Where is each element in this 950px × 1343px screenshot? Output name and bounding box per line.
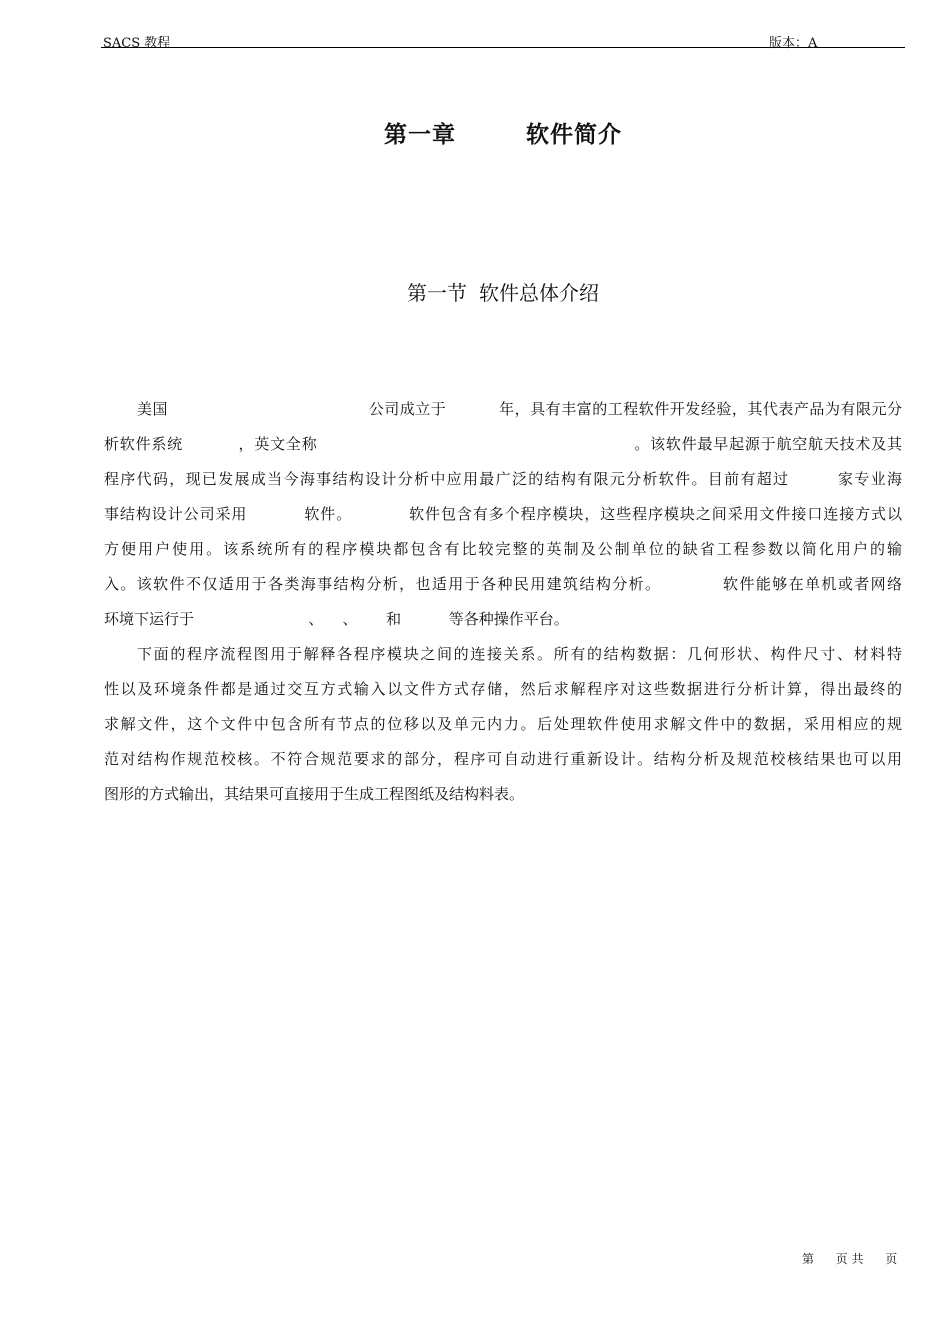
header-title: SACS 教程 [103, 36, 171, 51]
footer-page-unit: 页 [835, 1252, 848, 1266]
paragraph-line: 程序代码，现已发展成当今海事结构设计分析中应用最广泛的结构有限元分析软件。目前有超过 家专业海 [104, 470, 902, 488]
header-version: 版本：A [769, 36, 818, 51]
paragraph-line: 析软件系统 ，英文全称 。该软件最早起源于航空航天技术及其 [104, 435, 902, 453]
chapter-number: 第一章 [384, 122, 456, 148]
paragraph-line: 性以及环境条件都是通过交互方式输入以文件方式存储，然后求解程序对这些数据进行分析计算，得出最终的 [104, 680, 902, 698]
page-footer [802, 1250, 897, 1267]
paragraph-line: 范对结构作规范校核。不符合规范要求的部分，程序可自动进行重新设计。结构分析及规范校核结果也可以用 [104, 750, 902, 768]
footer-total-label: 共 [851, 1252, 864, 1266]
section-heading [0, 277, 950, 306]
paragraph-line: 下面的程序流程图用于解释各程序模块之间的连接关系。所有的结构数据：几何形状、构件尺寸、材料特 [137, 645, 902, 663]
footer-page-label: 第 [802, 1252, 815, 1266]
chapter-title: 软件简介 [526, 122, 622, 148]
paragraph-line: 方便用户使用。该系统所有的程序模块都包含有比较完整的英制及公制单位的缺省工程参数以简化用户的输 [104, 540, 902, 558]
page-header [101, 30, 905, 51]
paragraph-line: 求解文件，这个文件中包含所有节点的位移以及单元内力。后处理软件使用求解文件中的数据，采用相应的规 [104, 715, 902, 733]
section-number: 第一节 [407, 281, 467, 305]
footer-total-unit: 页 [885, 1252, 898, 1266]
paragraph-line: 事结构设计公司采用 软件。 软件包含有多个程序模块，这些程序模块之间采用文件接口连接方式以 [104, 505, 902, 523]
paragraph-line: 美国 公司成立于 年，具有丰富的工程软件开发经验，其代表产品为有限元分 [137, 400, 902, 418]
paragraph-line: 图形的方式输出，其结果可直接用于生成工程图纸及结构料表。 [104, 785, 525, 803]
paragraph-line: 环境下运行于 、 、 和 等各种操作平台。 [104, 610, 569, 628]
section-title: 软件总体介绍 [479, 281, 599, 305]
paragraph-line: 入。该软件不仅适用于各类海事结构分析，也适用于各种民用建筑结构分析。 软件能够在单机或者网络 [104, 575, 902, 593]
chapter-heading [0, 116, 950, 149]
